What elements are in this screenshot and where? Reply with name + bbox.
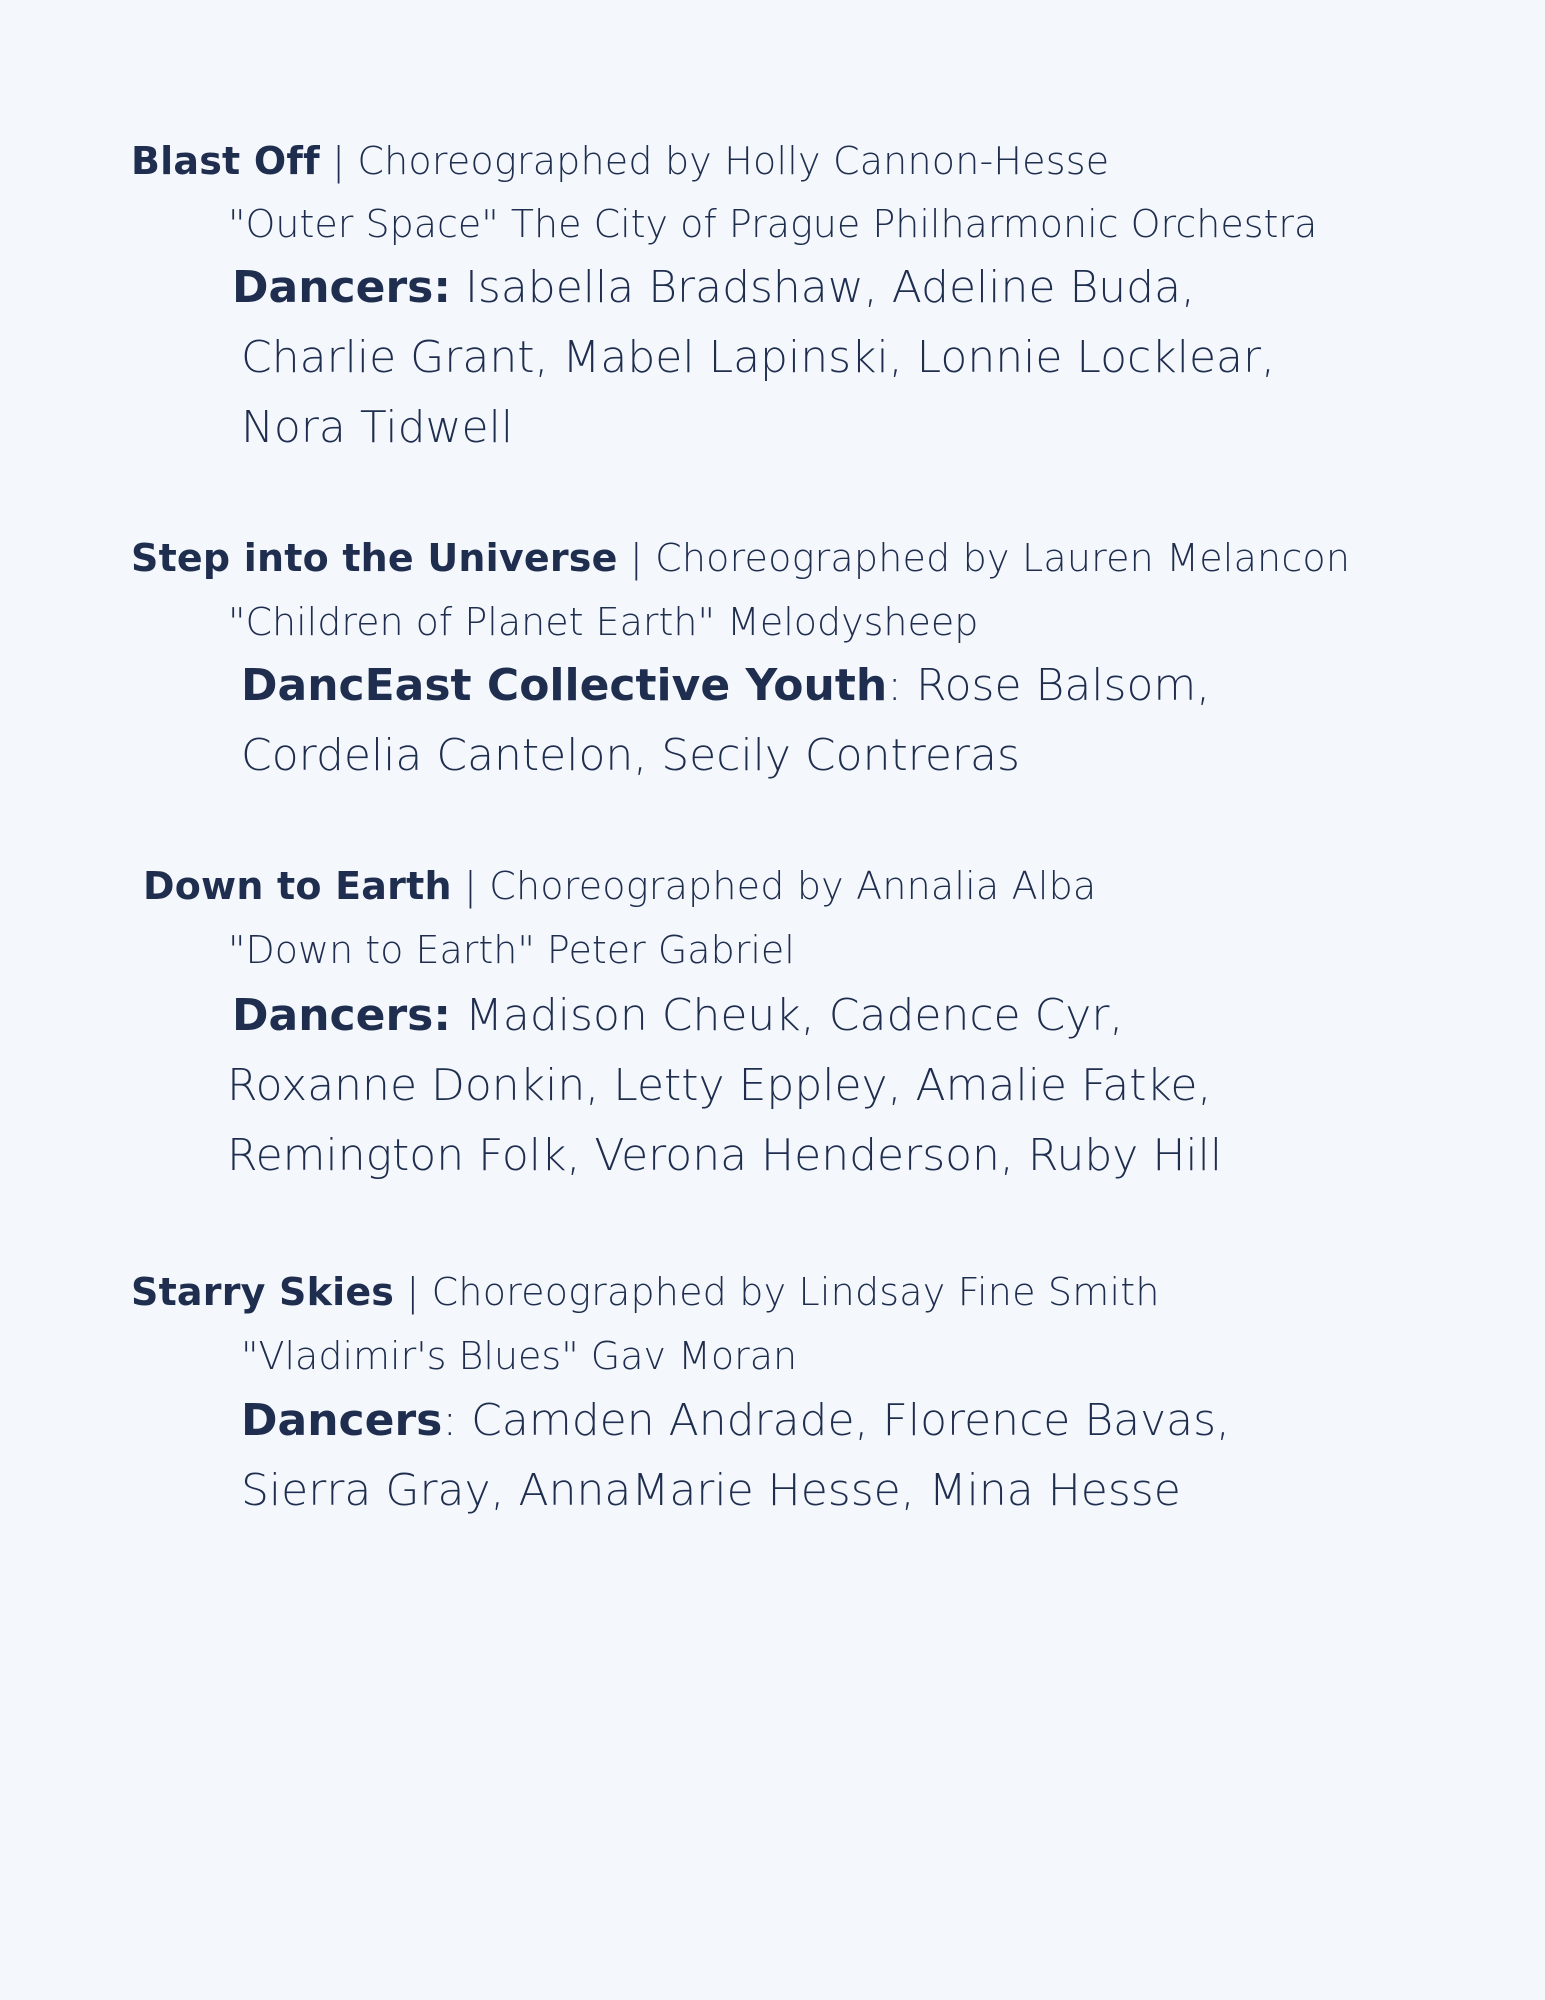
dancers-line [232, 990, 1123, 1041]
dancers-line: Nora Tidwell [241, 402, 514, 453]
dancers-line: Sierra Gray, AnnaMarie Hesse, Mina Hesse [241, 1465, 1181, 1516]
music-credit: "Down to Earth" Peter Gabriel [228, 928, 795, 972]
dancers-label: Dancers: [232, 262, 451, 313]
dancers-line: Charlie Grant, Mabel Lapinski, Lonnie Locklear, [241, 332, 1276, 383]
dancers-names: Madison Cheuk, Cadence Cyr, [450, 990, 1124, 1041]
dancers-names: : Camden Andrade, Florence Bavas, [442, 1395, 1230, 1446]
piece-title-line [131, 139, 1109, 183]
dancers-line: Cordelia Cantelon, Secily Contreras [241, 730, 1020, 781]
piece-title: Blast Off [131, 139, 320, 183]
piece-title-line [143, 864, 1096, 908]
music-credit: "Vladimir's Blues" Gav Moran [241, 1334, 798, 1378]
dancers-line: Roxanne Donkin, Letty Eppley, Amalie Fatke, [227, 1060, 1212, 1111]
dancers-names: Isabella Bradshaw, Adeline Buda, [450, 262, 1196, 313]
dancers-line [241, 1395, 1230, 1446]
dancers-label: DancEast Collective Youth [241, 660, 888, 711]
dancers-names: : Rose Balsom, [887, 660, 1211, 711]
piece-title-line [131, 536, 1350, 580]
dancers-label: Dancers: [232, 990, 451, 1041]
choreographer-credit: | Choreographed by Lauren Melancon [617, 536, 1351, 580]
choreographer-credit: | Choreographed by Holly Cannon-Hesse [319, 139, 1110, 183]
piece-title-line [131, 1270, 1160, 1314]
dancers-line [232, 262, 1195, 313]
choreographer-credit: | Choreographed by Lindsay Fine Smith [394, 1270, 1160, 1314]
music-credit: "Children of Planet Earth" Melodysheep [228, 600, 979, 644]
music-credit: "Outer Space" The City of Prague Philharmonic Orchestra [228, 202, 1318, 246]
piece-title: Down to Earth [143, 864, 452, 908]
dancers-label: Dancers [241, 1395, 443, 1446]
choreographer-credit: | Choreographed by Annalia Alba [451, 864, 1097, 908]
piece-title: Starry Skies [131, 1270, 395, 1314]
dancers-line [241, 660, 1210, 711]
piece-title: Step into the Universe [131, 536, 618, 580]
dancers-line: Remington Folk, Verona Henderson, Ruby Hill [227, 1130, 1223, 1181]
